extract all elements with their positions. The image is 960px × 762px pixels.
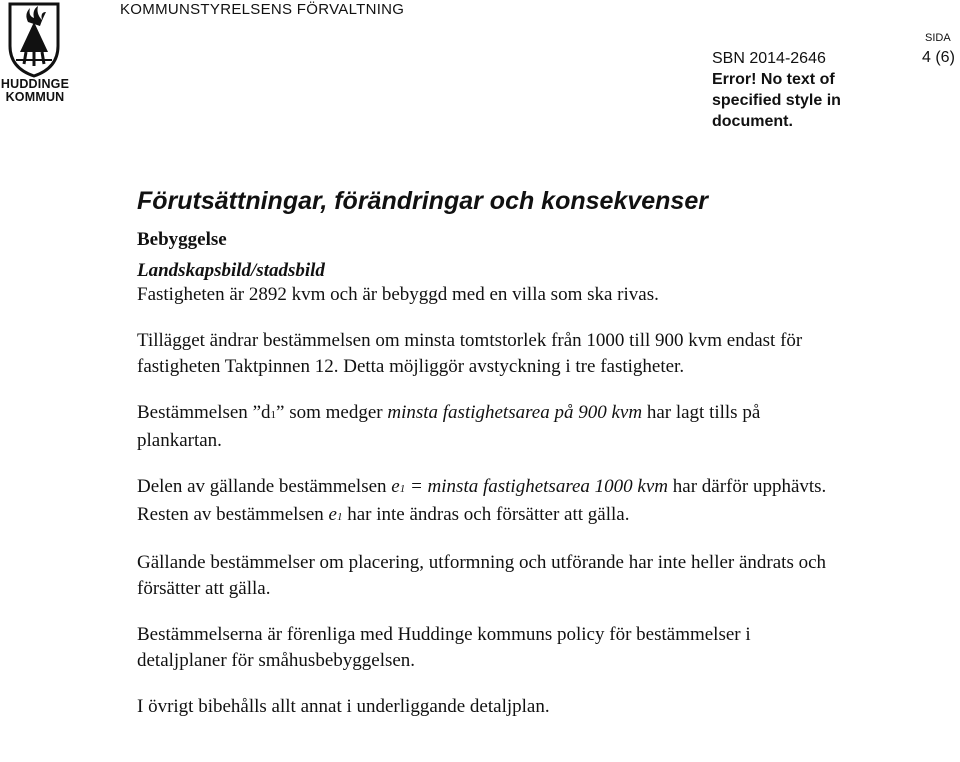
p3-text-1: Bestämmelsen	[137, 401, 253, 423]
p3-quote-close: ”	[276, 401, 285, 423]
logo-text-line2: KOMMUN	[5, 90, 65, 104]
p4-e2-sub: 1	[336, 511, 343, 523]
subheading: Bebyggelse	[137, 229, 227, 250]
p3-text-3: har lagt tills på plankartan.	[137, 401, 761, 451]
p3-text-2: som medger	[284, 401, 388, 423]
coat-of-arms-icon	[6, 2, 62, 78]
case-number: SBN 2014-2646	[712, 50, 826, 67]
huddinge-logo	[0, 0, 70, 110]
p4-e2: e	[328, 504, 337, 525]
p4-e-sub: 1	[399, 482, 406, 495]
paragraph-6: Bestämmelserna är förenliga med Huddinge kommuns policy för bestämmelser i detaljplaner för småhusbebyggelsen.	[137, 623, 751, 671]
paragraph-5: Gällande bestämmelser om placering, utformning och utförande har inte heller ändrats och försätter att gälla.	[137, 551, 827, 599]
subsubheading: Landskapsbild/stadsbild	[137, 260, 325, 281]
p3-emphasis: minsta fastighetsarea på 900 kvm	[387, 401, 643, 423]
p4-emphasis: = minsta fastighetsarea 1000 kvm	[405, 475, 669, 497]
field-error-text: Error! No text of specified style in document.	[712, 71, 841, 130]
paragraph-4	[137, 474, 837, 531]
p3-quote-open: ”	[252, 401, 261, 423]
logo-text-line1: HUDDINGE	[0, 77, 70, 91]
page-number: 4 (6)	[922, 49, 955, 66]
logo-text	[0, 78, 70, 104]
section-heading: Förutsättningar, förändringar och konsekvenser	[137, 187, 708, 215]
document-body	[137, 186, 837, 720]
p4-text-3: har inte ändras och försätter att gälla.	[342, 504, 630, 525]
p4-text-2: har därför upphävts. Resten av bestämmelsen	[137, 475, 827, 525]
paragraph-3	[137, 400, 837, 455]
paragraph-1: Fastigheten är 2892 kvm och är bebyggd med en villa som ska rivas.	[137, 284, 659, 305]
organization-name: KOMMUNSTYRELSENS FÖRVALTNING	[120, 1, 405, 18]
page-label: SIDA	[925, 32, 951, 44]
p3-d: d	[261, 401, 271, 423]
paragraph-7: I övrigt bibehålls allt annat i underliggande detaljplan.	[137, 695, 550, 717]
p3-d-sub: 1	[270, 408, 276, 421]
p4-e: e	[391, 475, 400, 497]
p4-text-1: Delen av gällande bestämmelsen	[137, 475, 392, 497]
document-reference	[712, 48, 872, 132]
paragraph-2: Tillägget ändrar bestämmelsen om minsta tomtstorlek från 1000 till 900 kvm endast för fastigheten Taktpinnen 12. Detta möjliggör avstyckning i tre fastigheter.	[137, 329, 803, 377]
